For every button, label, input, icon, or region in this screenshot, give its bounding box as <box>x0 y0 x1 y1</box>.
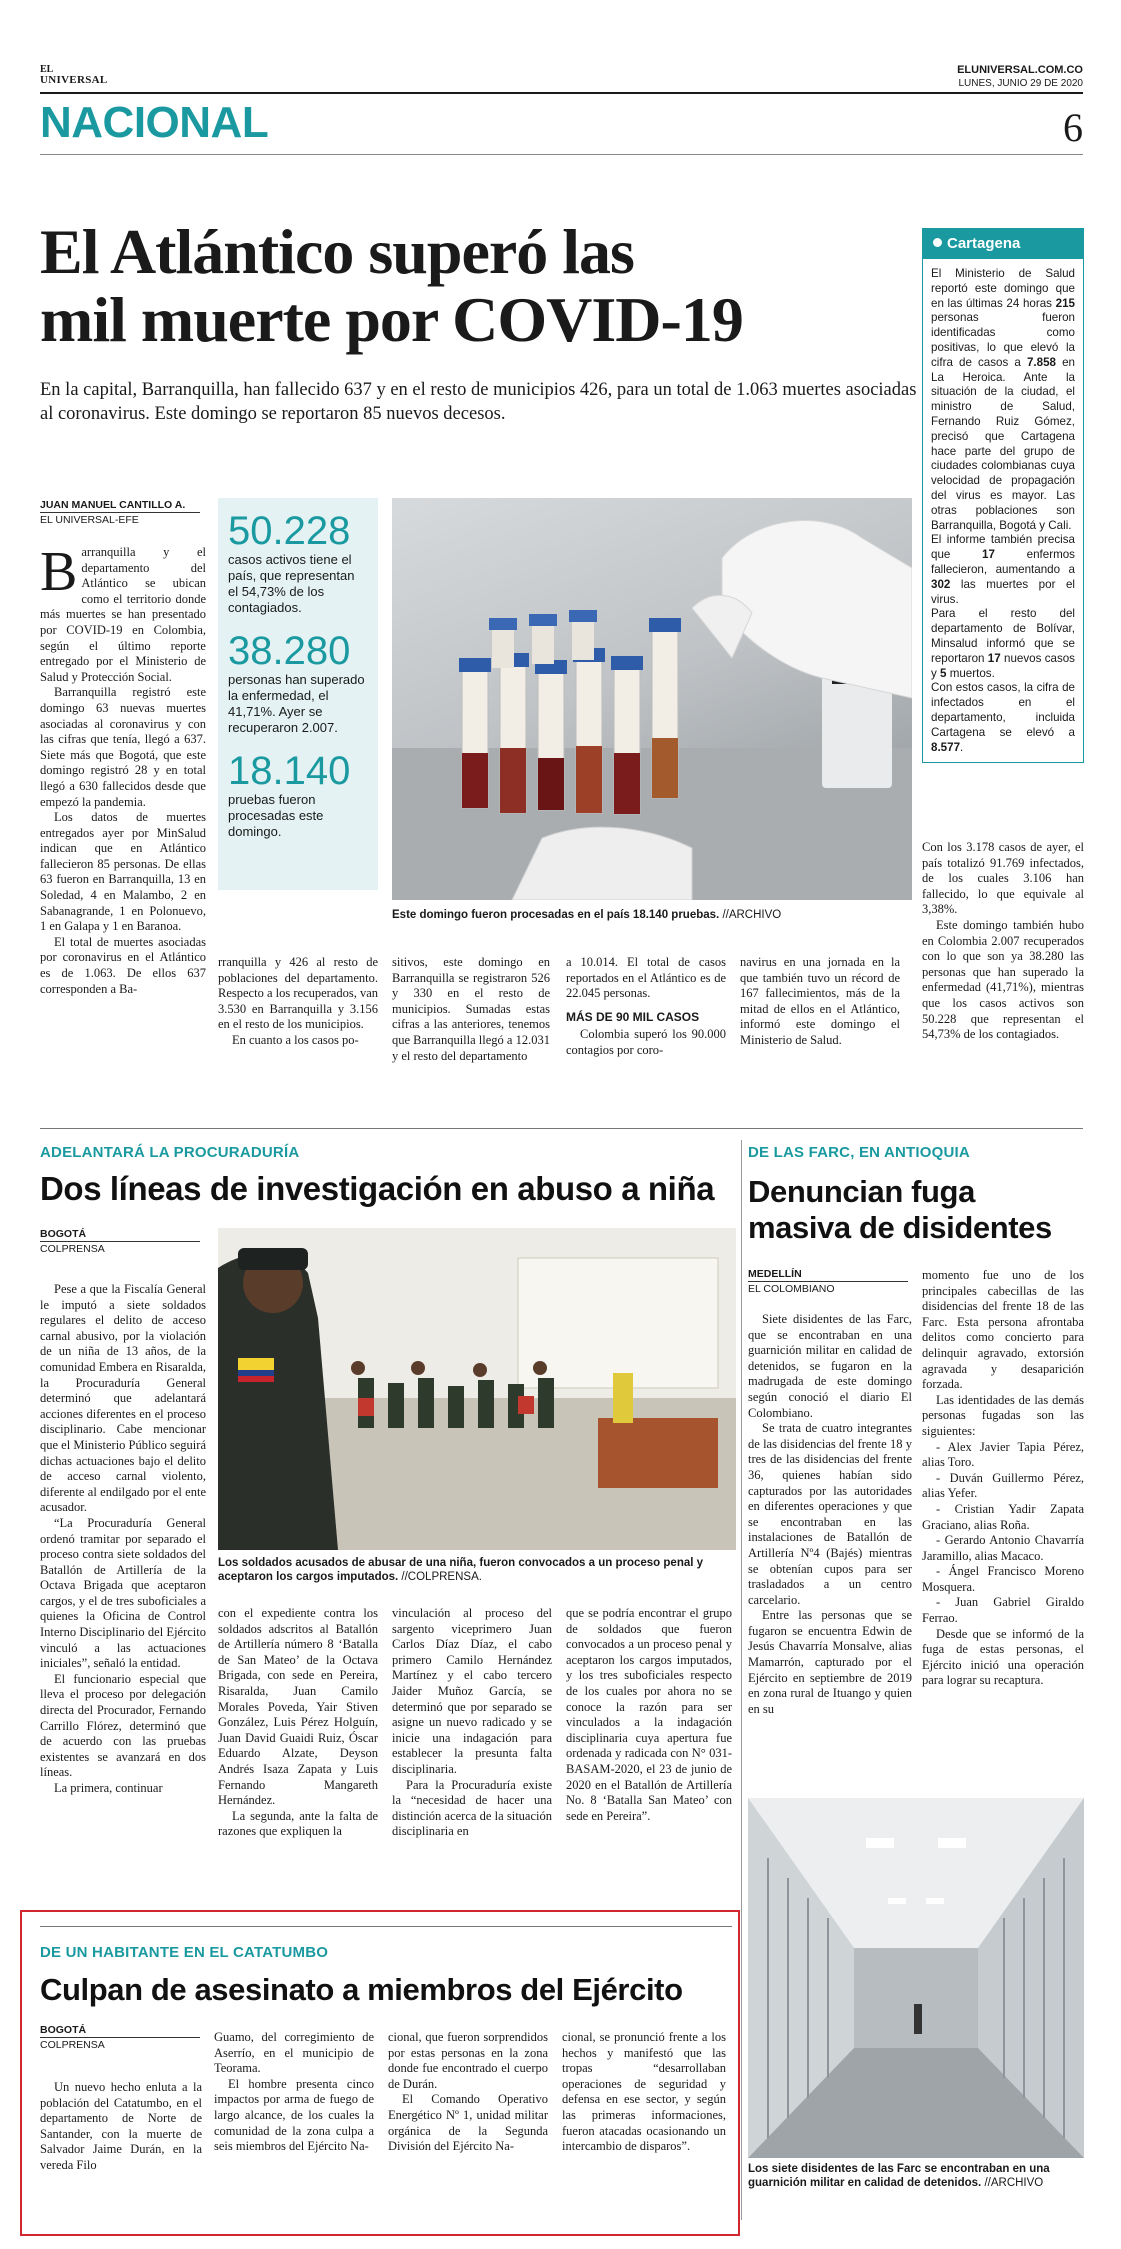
column-divider <box>741 1140 742 2220</box>
main-col3: sitivos, este domingo en Barranquilla se registraron 526 y 330 en el resto de municipios. Sumadas estas cifras a las anteriores, tenemos que Barranquilla llegó a 12.031 y el resto del departamento <box>392 955 550 1063</box>
main-headline <box>40 218 743 354</box>
soldiers-illustration <box>218 1228 736 1550</box>
stat-text: pruebas fueron procesadas este domingo. <box>228 792 324 839</box>
catatumbo-col1: Un nuevo hecho enluta a la población del Catatumbo, en el departamento de Norte de Santander, con la muerte de Salvador Jaime Durán, en la vereda Filo <box>40 2080 202 2172</box>
stat-number: 38.280 <box>228 629 351 673</box>
farc-photo-corridor <box>748 1798 1084 2158</box>
separator-rule <box>40 1128 1083 1129</box>
stat-text: casos activos tiene el país, que representan el 54,73% de los contagiados. <box>228 552 355 615</box>
catatumbo-col4: cional, se pronunció frente a los hechos y manifestó que las tropas “desarrollaban operaciones de seguridad y defensa en ese sector, y según las primeras informaciones, fueron atacadas ocasionando un intercambio de disparos”. <box>562 2030 726 2154</box>
main-col2: rranquilla y 426 al resto de poblaciones del departamento. Respecto a los recuperados, van 3.530 en Barranquilla y 3.156 en el resto de los municipios. En cuanto a los casos po- <box>218 955 379 1047</box>
main-col1-p3: Los datos de muertes entregados ayer por MinSalud indican que en Atlántico fallecieron 85 personas. De ellas 63 fueron en Barranquilla, 13 en Soledad, 4 en Malambo, 2 en Sabanagrande, 1 en Polonuevo, 1 en Galapa y 1 en Baranoa. <box>40 810 206 934</box>
procuraduria-byline: BOGOTÁ COLPRENSA <box>40 1228 200 1256</box>
main-col4: a 10.014. El total de casos reportados en el Atlántico es de 22.045 personas. MÁS DE 90 MIL CASOS Colombia superó los 90.000 contagios por coro- <box>566 955 726 1057</box>
dropcap: B <box>40 541 78 603</box>
main-col6: Con los 3.178 casos de ayer, el país totalizó 91.769 infectados, de los cuales 3.106 han fallecido, lo que equivale al 3,38%. Este domingo también hubo en Colombia 2.007 recuperados con lo que son ya 38.280 las personas que han superado la enfermedad (41,71%), mientras que los casos activos son 50.228 que representan el 54,73% de los contagiados. <box>922 840 1084 1042</box>
stat-item <box>228 630 368 736</box>
procuraduria-photo-soldiers <box>218 1228 736 1550</box>
cartagena-p4: Con estos casos, la cifra de infectados en el departamento, incluida Cartagena se elevó a 8.577. <box>931 681 1075 754</box>
issue-date: LUNES, JUNIO 29 DE 2020 <box>958 78 1083 89</box>
catatumbo-col3: cional, que fueron sorprendidos por estas personas en la zona donde fue encontrado el cuerpo de Durán. El Comando Operativo Energético Nº 1, unidad militar orgánica de la Segunda División del Ejército Na- <box>388 2030 548 2154</box>
main-headline-line1: El Atlántico superó las <box>40 216 634 287</box>
stat-number: 18.140 <box>228 749 351 793</box>
main-photo-caption: Este domingo fueron procesadas en el país 18.140 pruebas. //ARCHIVO <box>392 909 782 921</box>
main-headline-line2: mil muerte por COVID-19 <box>40 284 743 355</box>
cartagena-p2: El informe también precisa que 17 enfermos fallecieron, aumentando a 302 las muertes por el virus. <box>931 533 1075 606</box>
procuraduria-col4: que se podría encontrar el grupo de soldados que fueron convocados a un proceso penal y aceptaron los cargos imputados, y los tres suboficiales respecto de los cuales por ahora no se conoce la razón para ser vinculados a la indagación disciplinaria cuya apertura fue ordenada y radicada con N° 031-BASAM-2020, el 23 de junio de 2020 en el Batallón de Artillería No. 8 ‘Batalla San Mateo’ con sede en Pereira”. <box>566 1606 732 1823</box>
section-rule <box>40 154 1083 155</box>
stat-text: personas han superado la enfermedad, el 41,71%. Ayer se recuperaron 2.007. <box>228 672 365 735</box>
dot-icon <box>933 238 942 247</box>
cartagena-body <box>923 259 1083 763</box>
subhead-mas-de-90-mil: MÁS DE 90 MIL CASOS <box>566 1009 700 1024</box>
cartagena-p3: Para el resto del departamento de Bolívar, Minsalud informó que se reportaron 17 nuevos casos y 5 muertos. <box>931 607 1075 680</box>
procuraduria-headline: Dos líneas de investigación en abuso a niña <box>40 1170 715 1207</box>
logo-bottom: UNIVERSAL <box>40 74 108 86</box>
stat-item <box>228 750 368 840</box>
catatumbo-byline: BOGOTÁ COLPRENSA <box>40 2024 200 2052</box>
masthead-rule <box>40 92 1083 94</box>
main-col1 <box>40 541 206 997</box>
cartagena-p1: El Ministerio de Salud reportó este domingo que en las últimas 24 horas 215 personas fueron identificadas como positivas, lo que elevó la cifra de casos a 7.858 en La Heroica. Ante la situación de la ciudad, el ministro de Salud, Fernando Ruiz Gómez, precisó que Cartagena hace parte del grupo de ciudades colombianas cuya velocidad de propagación del virus es mayor. Las otras poblaciones son Barranquilla, Bogotá y Cali. <box>931 267 1075 532</box>
cartagena-header <box>923 229 1083 259</box>
procuraduria-col2: con el expediente contra los soldados adscritos al Batallón de Artillería número 8 ‘Batalla de San Mateo’ de la Octava Brigada, con sede en Pereira, Risaralda, Juan Camilo Morales Poveda, Yair Stiven González, Luis Pérez Holguín, Juan David Guaidi Ruiz, Óscar Eduardo Alzate, Deyson Andrés Isaza Zapata y Luis Fernando Mangareth Hernández. La segunda, ante la falta de razones que expliquen la <box>218 1606 378 1839</box>
stat-item <box>228 510 368 616</box>
site-url[interactable]: ELUNIVERSAL.COM.CO <box>957 64 1083 76</box>
farc-photo-caption: Los siete disidentes de las Farc se encontraban en una guarnición militar en calidad de detenidos. //ARCHIVO <box>748 2163 1050 2189</box>
farc-headline: Denuncian fuga masiva de disidentes <box>748 1174 1052 1245</box>
farc-byline: MEDELLÍN EL COLOMBIANO <box>748 1268 908 1296</box>
main-col1-p2: Barranquilla registró este domingo 63 nuevas muertes asociadas al coronavirus y con las cifras que tenía, llegó a 637. Siete más que Bogotá, que este domingo registró 28 y en total llegó a 630 fallecidos desde que empezó la pandemia. <box>40 685 206 809</box>
main-col1-p4: El total de muertes asociadas por coronavirus en el Atlántico es de 1.063. De ellos 637 corresponden a Ba- <box>40 934 206 996</box>
byline-name: JUAN MANUEL CANTILLO A. <box>40 499 186 511</box>
cartagena-sidebar <box>922 228 1084 763</box>
main-photo-test-tubes <box>392 498 912 900</box>
main-deck: En la capital, Barranquilla, han fallecido 637 y en el resto de municipios 426, para un total de 1.063 muertes asociadas al coronavirus. Este domingo se reportaron 85 nuevos decesos. <box>40 380 917 424</box>
farc-col2: momento fue uno de los principales cabecillas de las disidencias del frente 18 de las Farc. Esta persona afrontaba delitos como concierto para delinquir agravado, extorsión agravada y desaparición forzada. Las identidades de las demás personas fugadas son las siguientes: - Alex Javier Tapia Pérez, alias Toro. - Duván Guillermo Pérez, alias Yefer. - Cristian Yadir Zapata Graciano, alias Roña. - Gerardo Antonio Chavarría Jaramillo, alias Macaco. - Ángel Francisco Moreno Mosquera. - Juan Gabriel Giraldo Ferrao. Desde que se informó de la fuga de estas personas, el Ejército inició una operación para lograr su recaptura. <box>922 1268 1084 1688</box>
main-byline <box>40 499 200 527</box>
stat-number: 50.228 <box>228 509 351 553</box>
corridor-illustration <box>748 1798 1084 2158</box>
catatumbo-headline: Culpan de asesinato a miembros del Ejército <box>40 1972 683 2007</box>
procuraduria-photo-caption: Los soldados acusados de abusar de una niña, fueron convocados a un proceso penal y aceptaron los cargos imputados. //COLPRENSA. <box>218 1557 704 1583</box>
farc-kicker: DE LAS FARC, EN ANTIOQUIA <box>748 1144 970 1161</box>
cartagena-title: Cartagena <box>947 235 1021 252</box>
logo-top: EL <box>40 64 54 75</box>
main-col5: navirus en una jornada en la que también tuvo un récord de 167 fallecimientos, más de la mitad de ellos en el Atlántico, informó este domingo el Ministerio de Salud. <box>740 955 900 1047</box>
stats-box <box>218 498 378 890</box>
catatumbo-col2: Guamo, del corregimiento de Aserrío, en el municipio de Teorama. El hombre presenta cinco impactos por arma de fuego de largo alcance, de los cuales la comunidad de la zona culpa a seis miembros del Ejército Na- <box>214 2030 374 2154</box>
test-tubes-illustration <box>392 498 912 900</box>
byline-agency: EL UNIVERSAL-EFE <box>40 512 200 527</box>
section-title: NACIONAL <box>40 98 269 147</box>
farc-col1: Siete disidentes de las Farc, que se encontraban en una guarnición militar en calidad de detenidos, se fugaron en la madrugada de este domingo según conoció el diario El Colombiano. Se trata de cuatro integrantes de las disidencias del frente 18 y tres de las disidencias del frente 36, quienes habían sido capturados por las autoridades en diferentes operaciones y que se encontraban en las instalaciones de Batallón de Artillería Nº4 (Bajés) mientras se obtenían cupos para ser trasladados a un centro carcelario. Entre las personas que se fugaron se encuentra Edwin de Jesús Chavarría Monsalve, alias Mamarrón, capturado por el Ejército en septiembre de 2019 en zona rural de Ituango y quien en su <box>748 1312 912 1716</box>
catatumbo-top-rule <box>40 1926 732 1927</box>
procuraduria-col3: vinculación al proceso del sargento viceprimero Juan Carlos Díaz Díaz, el cabo primero Camilo Hernández Martínez y el cabo tercero Jaider Muñoz García, se determinó que por separado se asigne un nuevo radicado y se inicie una indagación para establecer la presunta falta disciplinaria. Para la Procuraduría existe la “necesidad de hacer una distinción acerca de la situación disciplinaria en <box>392 1606 552 1839</box>
catatumbo-kicker: DE UN HABITANTE EN EL CATATUMBO <box>40 1944 329 1961</box>
page-number: 6 <box>1063 105 1083 150</box>
main-col1-p1: Barranquilla y el departamento del Atlántico se ubican como el territorio donde más muertes se han presentado por COVID-19 en Colombia, según el último reporte entregado por el Ministerio de Salud y Protección Social. <box>40 541 206 684</box>
procuraduria-col1: Pese a que la Fiscalía General le imputó a siete soldados regulares el delito de acceso carnal abusivo, por la violación de un niña de 13 años, de la comunidad Embera en Risaralda, la Procuraduría General determinó que adelantará acciones diferentes en el proceso disciplinario. Cabe mencionar que el Ministerio Público seguirá dichas actuaciones bajo el delito de acceso carnal violento, diferente al endilgado por el ente acusador. “La Procuraduría General ordenó tramitar por separado el proceso contra siete soldados del Batallón de Artillería de la Octava Brigada que aceptaron cargos, y el de tres suboficiales a quienes la Oficina de Control Interno Disciplinario del Ejército vinculó a las actuaciones iniciales”, señaló la entidad. El funcionario especial que lleva el proceso por delegación directa del Procurador, Fernando Carrillo Flórez, determinó que de acuerdo con las pruebas existentes se avanzará en dos líneas. La primera, continuar <box>40 1282 206 1795</box>
masthead-logo <box>40 64 120 86</box>
procuraduria-kicker: ADELANTARÁ LA PROCURADURÍA <box>40 1144 300 1161</box>
